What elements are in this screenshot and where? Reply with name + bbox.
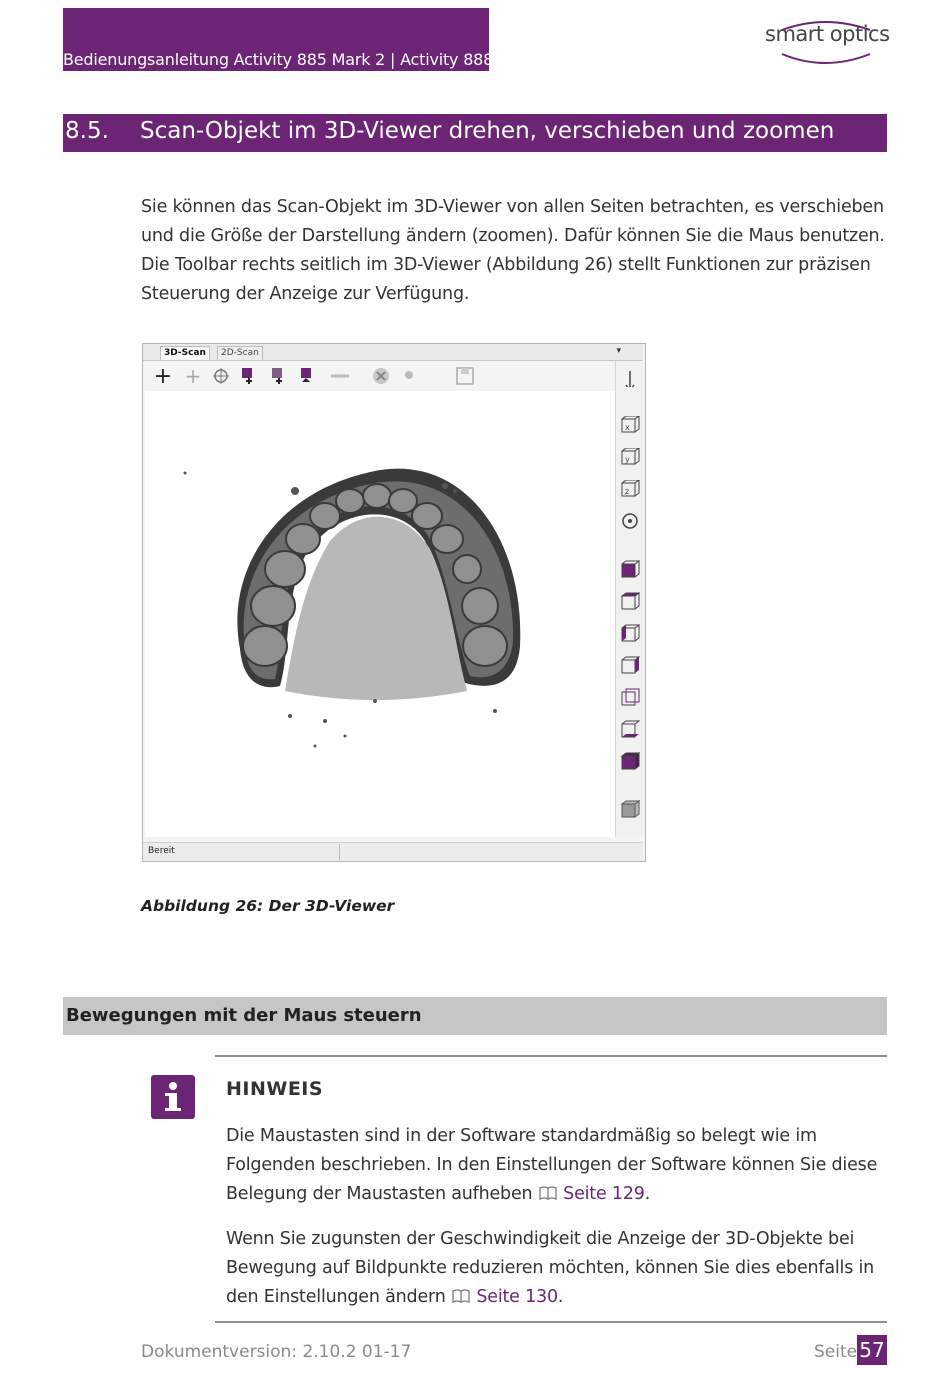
cube-bottom-icon[interactable] <box>620 720 640 738</box>
note-p2-period: . <box>557 1287 564 1307</box>
arrow-down-icon[interactable] <box>620 369 640 387</box>
note-top-rule <box>215 1055 887 1057</box>
subsection-heading <box>63 997 887 1035</box>
intro-paragraph: Sie können das Scan-Objekt im 3D-Viewer von allen Seiten betrachten, es verschieben und die Größe der Darstellung ändern (zoomen). Dafür können Sie die Maus benutzen. Die Toolbar rechts seitlich im 3D-Viewer (Abbildung 26) stellt Funktionen zur präzisen Steuerung der Anzeige zur Verfügung. <box>141 197 885 304</box>
cube-select-2-icon[interactable] <box>269 366 289 386</box>
header-bar <box>63 8 494 71</box>
page-label: Seite <box>814 1342 858 1362</box>
3d-viewport[interactable] <box>145 391 615 837</box>
cube-wire-icon[interactable] <box>620 800 640 818</box>
chevron-down-icon[interactable]: ▾ <box>616 346 621 356</box>
status-separator <box>339 844 340 860</box>
note-p2-text: Wenn Sie zugunsten der Geschwindigkeit die Anzeige der 3D-Objekte bei Bewegung auf Bildpunkte reduzieren möchten, können Sie dies ebenfalls in den Einstellungen ändern <box>226 1229 875 1307</box>
logo-text: smart optics <box>765 22 890 46</box>
delete-cube-icon[interactable] <box>371 366 391 386</box>
view-x-icon[interactable] <box>620 416 640 434</box>
note-bottom-rule <box>215 1321 887 1323</box>
page-number: 57 <box>857 1335 887 1365</box>
section-number: 8.5. <box>65 118 109 144</box>
cube-select-1-icon[interactable] <box>239 366 259 386</box>
book-icon <box>538 1185 558 1201</box>
logo-swoosh-icon <box>762 20 888 68</box>
cube-left-icon[interactable] <box>620 624 640 642</box>
rotate-view-icon[interactable] <box>620 512 640 530</box>
page-link-130[interactable] <box>451 1287 558 1307</box>
note-p1-text: Die Maustasten sind in der Software standardmäßig so belegt wie im Folgenden beschrieben. In den Einstellungen der Software können Sie diese Belegung der Maustasten aufheben <box>226 1126 878 1204</box>
page-link-129[interactable] <box>538 1184 645 1204</box>
note-heading: HINWEIS <box>226 1078 324 1100</box>
smart-optics-logo <box>762 20 888 68</box>
plus-light-icon[interactable]: + <box>184 364 202 388</box>
tab-3d-scan[interactable]: 3D-Scan <box>160 346 210 360</box>
svg-text:y: y <box>625 455 630 464</box>
cube-front-icon[interactable] <box>620 560 640 578</box>
intro-text <box>141 193 901 309</box>
note-paragraph-2 <box>226 1225 896 1312</box>
dental-scan-model <box>145 391 615 837</box>
svg-text:x: x <box>625 423 630 432</box>
tab-2d-scan[interactable]: 2D-Scan <box>217 346 263 360</box>
view-y-icon[interactable] <box>620 448 640 466</box>
doc-version: Dokumentversion: 2.10.2 01-17 <box>141 1342 412 1362</box>
view-z-icon[interactable] <box>620 480 640 498</box>
cube-select-3-icon[interactable] <box>297 366 317 386</box>
line-tool-icon[interactable] <box>329 366 349 386</box>
status-text: Bereit <box>148 846 175 856</box>
info-icon <box>151 1075 195 1119</box>
hand-icon[interactable] <box>399 366 419 386</box>
note-paragraph-1 <box>226 1122 896 1209</box>
section-title: Scan-Objekt im 3D-Viewer drehen, verschieben und zoomen <box>140 118 835 144</box>
cube-right-icon[interactable] <box>620 656 640 674</box>
viewer-status-bar <box>143 842 643 861</box>
viewer-toolbar <box>145 361 615 391</box>
cube-back-icon[interactable] <box>620 688 640 706</box>
page-link-129-text[interactable]: Seite 129 <box>563 1184 645 1204</box>
rotate-axis-icon[interactable] <box>211 366 231 386</box>
section-heading <box>63 114 887 152</box>
manual-title: Bedienungsanleitung Activity 885 Mark 2 | Activity 888 <box>63 50 494 69</box>
save-icon[interactable] <box>455 366 475 386</box>
viewer-screenshot <box>142 343 646 862</box>
cube-top-icon[interactable] <box>620 592 640 610</box>
cube-solid-icon[interactable] <box>620 752 640 770</box>
viewer-tabs <box>143 344 643 361</box>
subsection-title: Bewegungen mit der Maus steuern <box>66 1005 422 1026</box>
page-link-130-text[interactable]: Seite 130 <box>476 1287 558 1307</box>
plus-icon[interactable]: + <box>153 363 173 389</box>
viewer-right-toolbar <box>615 361 644 837</box>
book-icon <box>451 1288 471 1304</box>
svg-text:z: z <box>625 487 630 496</box>
note-p1-period: . <box>644 1184 651 1204</box>
figure-caption: Abbildung 26: Der 3D-Viewer <box>141 897 395 915</box>
